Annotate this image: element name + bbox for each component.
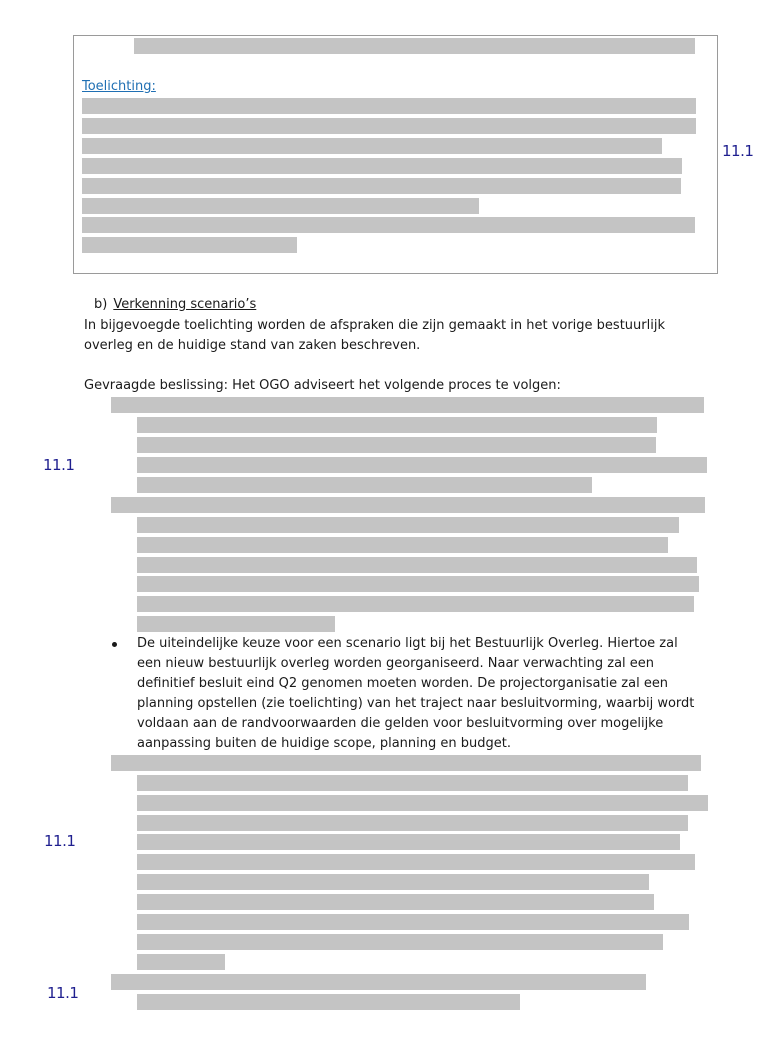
redacted-line: [137, 874, 649, 890]
redacted-line: [137, 775, 688, 791]
redacted-line: [137, 834, 680, 850]
redacted-line: [137, 795, 708, 811]
redacted-line: [111, 397, 704, 413]
redacted-line: [137, 457, 707, 473]
bullet-dot: [112, 642, 117, 647]
redacted-line: [137, 537, 668, 553]
bullet-line: planning opstellen (zie toelichting) van het traject naar besluitvorming, waarbij wordt: [137, 696, 695, 711]
redacted-line: [82, 178, 681, 194]
redacted-line: [82, 118, 696, 134]
redacted-line: [137, 417, 657, 433]
margin-mark: 11.1: [47, 984, 79, 1002]
bullet-line: voldaan aan de randvoorwaarden die gelden voor besluitvorming over mogelijke: [137, 716, 664, 731]
bullet-line: De uiteindelijke keuze voor een scenario ligt bij het Bestuurlijk Overleg. Hiertoe zal: [137, 636, 678, 651]
redacted-line: [137, 596, 694, 612]
bullet-line: een nieuw bestuurlijk overleg worden georganiseerd. Naar verwachting zal een: [137, 656, 655, 671]
decision-line: Gevraagde beslissing: Het OGO adviseert het volgende proces te volgen:: [84, 378, 561, 393]
redacted-line: [82, 98, 696, 114]
redacted-line: [111, 974, 646, 990]
redacted-line: [137, 477, 592, 493]
redacted-line: [111, 497, 705, 513]
bullet-line: aanpassing buiten de huidige scope, planning en budget.: [137, 736, 511, 751]
redacted-line: [137, 954, 225, 970]
section-letter: b): [94, 297, 108, 312]
redacted-line: [137, 576, 699, 592]
redacted-line: [137, 894, 654, 910]
intro-line: In bijgevoegde toelichting worden de afspraken die zijn gemaakt in het vorige bestuurlijk: [84, 318, 665, 333]
section-title: Verkenning scenario’s: [113, 297, 257, 312]
redacted-line: [137, 517, 679, 533]
redacted-line: [137, 994, 520, 1010]
redacted-line: [137, 934, 663, 950]
redacted-line: [82, 158, 682, 174]
margin-mark: 11.1: [44, 832, 76, 850]
redacted-line: [82, 198, 479, 214]
margin-mark: 11.1: [43, 456, 75, 474]
redacted-line: [82, 138, 662, 154]
redacted-line: [137, 437, 656, 453]
margin-mark: 11.1: [722, 142, 754, 160]
bullet-line: definitief besluit eind Q2 genomen moeten worden. De projectorganisatie zal een: [137, 676, 669, 691]
section-heading: [94, 297, 256, 312]
redacted-line: [137, 854, 695, 870]
redacted-line: [111, 755, 701, 771]
redacted-line: [82, 217, 695, 233]
redacted-line: [137, 815, 688, 831]
redacted-line: [134, 38, 695, 54]
intro-line: overleg en de huidige stand van zaken beschreven.: [84, 338, 421, 353]
redacted-line: [137, 914, 689, 930]
redacted-line: [82, 237, 297, 253]
redacted-line: [137, 557, 697, 573]
toelichting-label: Toelichting:: [82, 79, 156, 94]
redacted-line: [137, 616, 335, 632]
